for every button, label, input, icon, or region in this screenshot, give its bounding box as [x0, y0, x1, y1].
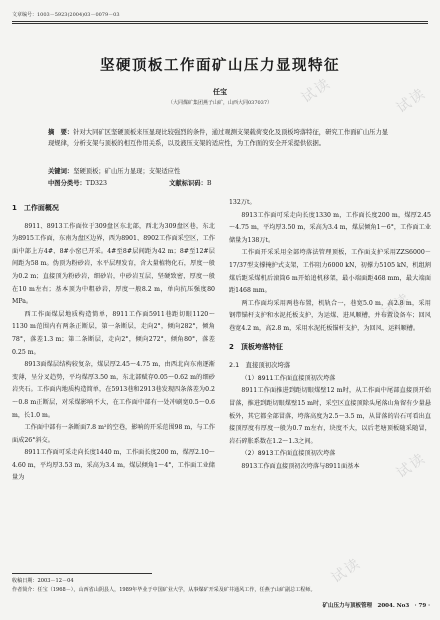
- page-footer: 矿山压力与顶板管理 2004. No3 · 79 ·: [322, 603, 430, 609]
- article-title: 坚硬顶板工作面矿山压力显现特征: [100, 57, 340, 74]
- paragraph: 西工作面煤层地质构造简单，8911工作面5911巷距切眼1120～1130 m范围内有两条正断层，第一条断层，走向2°，倾向282°，倾角78°，落差1.3 m；第二条断层，走向2°，倾向272°，倾角80°，落差0.25 m。: [12, 310, 215, 356]
- paragraph: 工作面开采采用全部垮落法管理顶板，工作面支护采用ZZS6000－17/37型支撑掩护式支架，工作阻力6000 kN，初撑力5105 kN，机组割煤后距采煤机后滚筒6 m开始追机移架，最小端面距468 mm，最大端面距1468 mm。: [229, 249, 431, 295]
- header-rule: [12, 21, 428, 22]
- affiliation: （大同煤矿集团燕子山矿，山西大同037037）: [167, 100, 273, 106]
- section-heading: 1 工作面概况: [12, 204, 59, 212]
- paragraph: 8913工作面可采走向长度1330 m，工作面长度200 m，煤厚2.45～4.75 m，平均厚3.50 m，采高为3.4 m，煤层倾角1～6°，工作面工业储量为138万t。: [229, 211, 431, 244]
- sub-subsection-heading: （2）8913工作面直接顶初次垮落: [241, 450, 336, 458]
- doc-code: B: [206, 180, 212, 187]
- section-heading: 2 顶板垮落特征: [229, 342, 283, 351]
- footnote-rule: [12, 573, 152, 574]
- sub-subsection-heading: （1）8911工作面直接顶初次垮落: [241, 374, 336, 382]
- paragraph: 8913面煤层结构较复杂，煤层厚2.45～4.75 m，由西北向东南逐渐变薄，呈分叉趋势，平均煤厚3.50 m，东北部赋存0.05～0.62 m的细砂岩夹石。工作面内地质构造简单，在5913巷和2913巷发现四条落差为0.2～0.8 m正断层，对采煤影响不大，在工作面中部有一处冲刷宽0.5～0.6 m，长1.0 m。: [12, 361, 215, 419]
- watermark: 试读: [328, 555, 365, 587]
- paragraph: 8911工作面推进到距切眼煤壁12 m时，从工作面中尾部直接顶开始冒落，推进到距切眼煤壁15 m时，采空区直接顶除头尾落山角留有少量悬板外，其它都全部冒落，垮落高度为2.5～3.5 m，从冒落的岩石可看出直接顶厚度有厚度一般为0.7 m左右，块度不大，以后老塘顶板随采随冒，岩石碎胀系数在1.2～1.3之间。: [229, 387, 431, 445]
- abstract: [48, 128, 390, 150]
- keywords-text: 坚硬顶板；矿山压力显现；支架适应性: [73, 168, 181, 175]
- paragraph: 132万t。: [229, 199, 256, 206]
- right-column: [229, 197, 431, 473]
- clc-label: 中图分类号：: [48, 180, 86, 187]
- watermark: 试读: [393, 85, 430, 117]
- abstract-text: 针对大同矿区坚硬顶板来压显现比较强烈的条件，通过观测支架载荷变化及顶板垮落特征，研究工作面矿山压力显现规律，分析支架与顶板的相互作用关系，以及液压支架的适应性，为工作面的安全开采提供依据。: [48, 129, 389, 147]
- doc-code-label: 文献标识码：: [169, 180, 207, 187]
- watermark: 试读: [298, 75, 335, 107]
- watermark: 试读: [378, 290, 415, 322]
- paragraph: 8911工作面可采走向长度1440 m，工作面长度200 m，煤厚2.10～4.60 m，平均厚3.53 m，采高为3.4 m，煤层倾角1～4°，工作面工业储量为: [12, 449, 215, 482]
- footnote-received: 收稿日期：2003－12－04: [12, 578, 74, 584]
- clc-code: TD323: [85, 180, 108, 187]
- paragraph: 8911、8913工作面位于309盘区东北部，西北为309盘区巷，东北为8915工作面，东南为盘区边界，西为8901、8902工作面采空区，工作面中部上方4#、8#小窑已开采。4#至8#层间距为42 m；8#至12#层间距为58 m。伪顶为粉砂岩，水平层理发育，含大量植物化石，厚度一般为0.2 m；直接顶为粉砂岩，细砂岩，中砂岩互层，坚硬致密，厚度一般在10 m左右；基本顶为中粗砂岩，厚度一般8.2 m，单向抗压强度80 MPa。: [12, 222, 215, 306]
- author: 任宝: [213, 87, 227, 96]
- paragraph: 8913工作面直接顶初次垮落与8911面基本: [241, 462, 360, 470]
- left-column: [12, 197, 215, 485]
- classification: [48, 178, 212, 187]
- header-rule: [12, 23, 428, 24]
- keywords-label: 关键词：: [48, 168, 74, 175]
- article-number: 文章编号：1003－5923(2004)03－0079－03: [12, 12, 120, 18]
- keywords: [48, 166, 390, 175]
- subsection-heading: 2.1 直接顶初次垮落: [229, 361, 291, 370]
- watermark: 试读: [393, 450, 430, 482]
- paragraph: 工作面中部有一条断面7.8 m²的空巷，影响的开采范围98 m，与工作面成26°斜交。: [12, 424, 215, 444]
- paragraph: 两工作面均采用两巷布置，机轨合一，巷宽5.0 m，高2.8 m，采用钢带锚杆支护和水泥托板支护，为运煤、进风顺槽，并布置设备车；回风巷宽4.2 m，高2.8 m，采用水泥托板锚杆支护，为回风、运料顺槽。: [229, 299, 431, 332]
- footnote-author-bio: 作者简介：任宝（1968－），山西省山阴县人，1989年毕业于中国矿业大学，从事煤矿开采及矿井通风工作，任燕子山矿副总工程师。: [12, 587, 316, 593]
- abstract-label: 摘 要：: [48, 129, 74, 136]
